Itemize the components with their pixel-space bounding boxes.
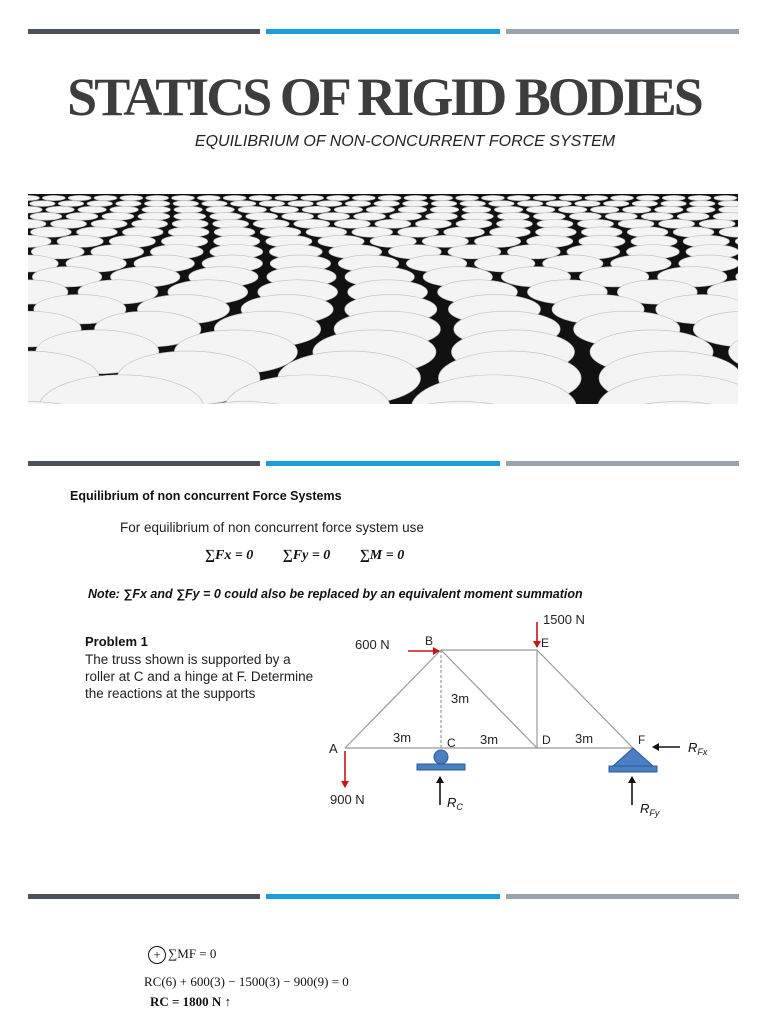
page-title: STATICS OF RIGID BODIES <box>67 67 701 127</box>
solution-equation: RC(6) + 600(3) − 1500(3) − 900(9) = 0 <box>144 974 349 989</box>
top-rule-grey <box>506 29 739 34</box>
section-heading: Equilibrium of non concurrent Force Systems <box>70 489 342 503</box>
node-label-e: E <box>541 636 550 650</box>
roller-support-c <box>434 750 448 764</box>
truss-diagram <box>320 605 720 840</box>
hinge-support-f <box>613 748 653 766</box>
node-label-f: F <box>638 733 646 747</box>
bottom-rule-dark <box>28 894 260 899</box>
moment-label: ∑MF = 0 <box>168 946 217 961</box>
bottom-rule-blue <box>266 894 500 899</box>
top-rule-dark <box>28 29 260 34</box>
dimension-label-ac: 3m <box>393 730 412 745</box>
equilibrium-equations <box>205 548 430 564</box>
cover-image <box>28 194 738 404</box>
dimension-label-height: 3m <box>451 691 470 706</box>
node-label-d: D <box>542 733 551 747</box>
load-label-b: 600 N <box>355 637 390 652</box>
problem-text: The truss shown is supported by a roller at C and a hinge at F. Determine the reactions at the supports <box>85 652 314 701</box>
dimension-label-df: 3m <box>575 731 594 746</box>
equation-sum-fy: ∑Fy = 0 <box>282 548 331 563</box>
node-label-c: C <box>447 736 456 750</box>
reaction-label-fx: $R_{Fx}$ <box>688 740 708 757</box>
equation-sum-m: ∑M = 0 <box>359 548 405 563</box>
roller-base-c <box>417 764 465 770</box>
middle-rule-grey <box>506 461 739 466</box>
equation-sum-fx: ∑Fx = 0 <box>205 548 254 563</box>
intro-text: For equilibrium of non concurrent force system use <box>120 520 424 535</box>
page-subtitle: EQUILIBRIUM OF NON-CONCURRENT FORCE SYSTEM <box>194 133 616 150</box>
solution-moment-sum <box>148 946 216 964</box>
problem-title: Problem 1 <box>85 634 148 649</box>
middle-rule-dark <box>28 461 260 466</box>
note-text: Note: ∑Fx and ∑Fy = 0 could also be replaced by an equivalent moment summation <box>88 587 583 601</box>
node-label-b: B <box>425 634 434 648</box>
node-label-a: A <box>329 741 338 756</box>
middle-rule-blue <box>266 461 500 466</box>
top-rule-blue <box>266 29 500 34</box>
reaction-label-c: $R_C$ <box>447 795 463 812</box>
load-label-e: 1500 N <box>543 612 585 627</box>
solution-result: RC = 1800 N ↑ <box>150 994 232 1009</box>
hinge-base-f <box>609 766 657 772</box>
dimension-label-cd: 3m <box>480 732 499 747</box>
load-label-a: 900 N <box>330 792 365 807</box>
reaction-label-fy: $R_{Fy}$ <box>640 801 660 818</box>
counterclockwise-plus-icon: + <box>148 946 166 964</box>
bottom-rule-grey <box>506 894 739 899</box>
